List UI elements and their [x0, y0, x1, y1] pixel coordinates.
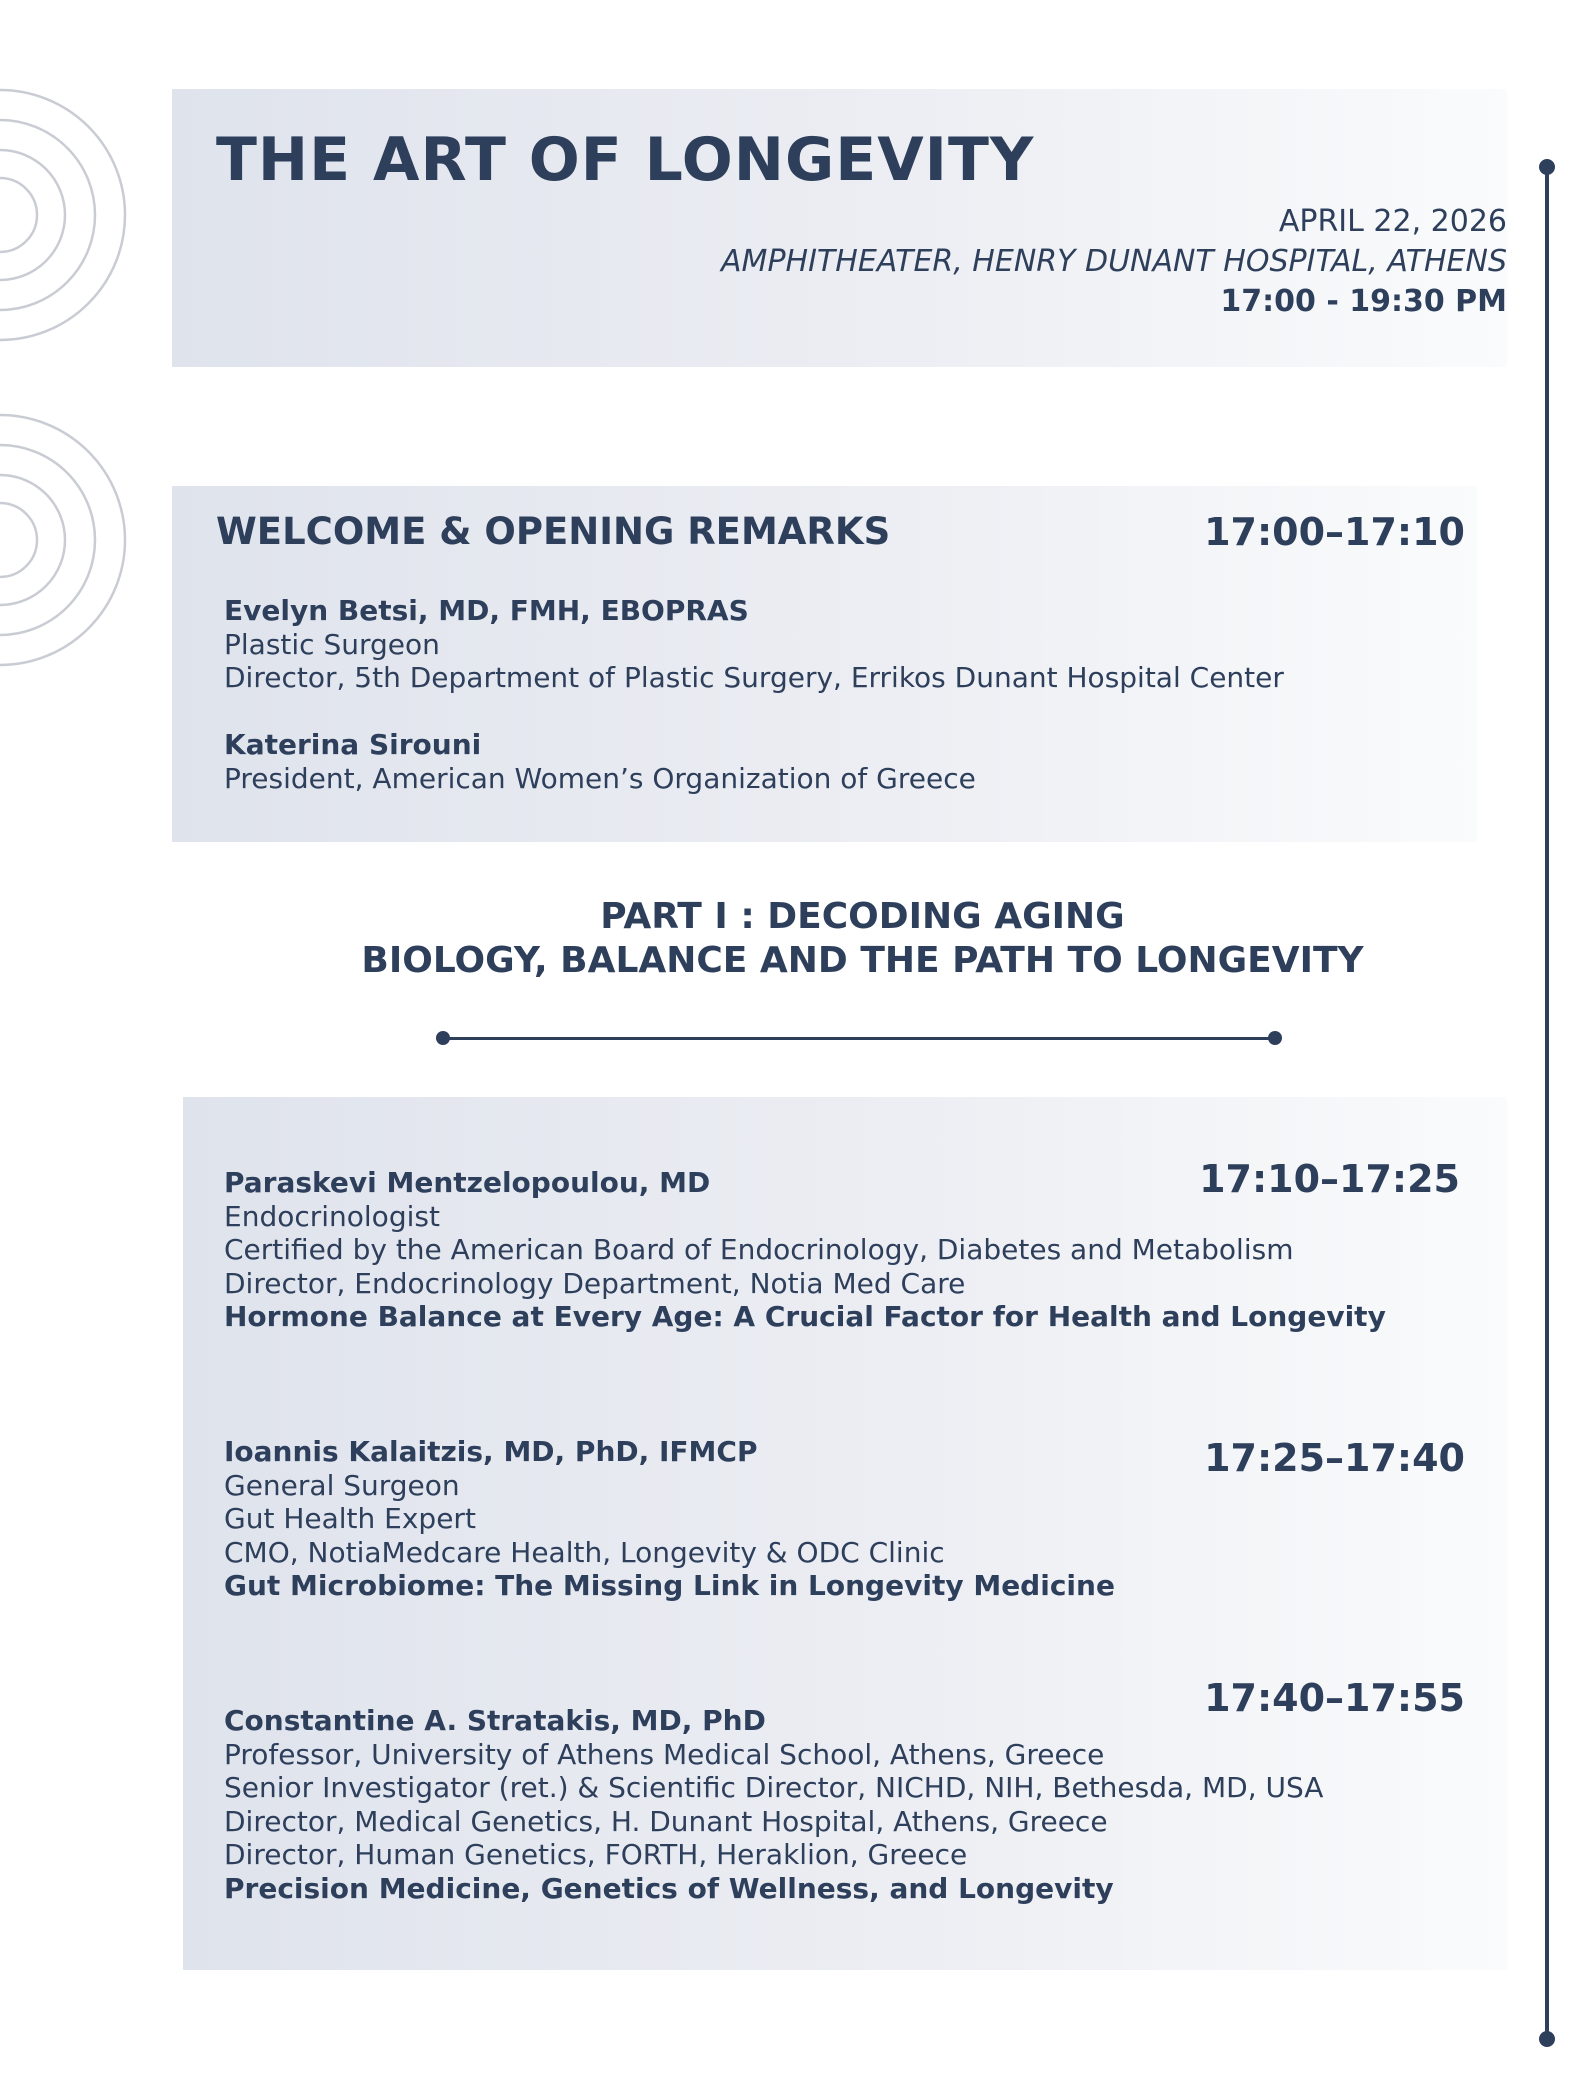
speaker-role: General Surgeon — [224, 1468, 460, 1502]
speaker-role: Gut Health Expert — [224, 1502, 476, 1535]
event-hours: 17:00 - 19:30 PM — [1220, 284, 1507, 319]
talk-2 — [224, 1435, 1115, 1603]
welcome-time: 17:00–17:10 — [1204, 510, 1465, 554]
event-venue: AMPHITHEATER, HENRY DUNANT HOSPITAL, ATHENS — [721, 244, 1507, 279]
event-date: APRIL 22, 2026 — [1278, 204, 1507, 239]
speaker-name: Constantine A. Stratakis, MD, PhD — [224, 1704, 766, 1737]
speaker-role: Senior Investigator (ret.) & Scientific Director, NICHD, NIH, Bethesda, MD, USA — [224, 1771, 1324, 1804]
part1-heading — [250, 895, 1475, 983]
talk-title: Precision Medicine, Genetics of Wellness, and Longevity — [224, 1871, 1114, 1905]
speaker-role: President, American Women’s Organization of Greece — [224, 761, 976, 795]
welcome-speaker-2 — [224, 728, 976, 795]
speaker-name: Ioannis Kalaitzis, MD, PhD, IFMCP — [224, 1435, 758, 1468]
speaker-role: CMO, NotiaMedcare Health, Longevity & ODC Clinic — [224, 1535, 945, 1569]
event-title: THE ART OF LONGEVITY — [216, 125, 1035, 195]
speaker-name: Katerina Sirouni — [224, 728, 482, 761]
speaker-role: Professor, University of Athens Medical School, Athens, Greece — [224, 1737, 1105, 1771]
talk-title: Hormone Balance at Every Age: A Crucial Factor for Health and Longevity — [224, 1300, 1386, 1333]
welcome-title: WELCOME & OPENING REMARKS — [216, 510, 891, 553]
speaker-name: Paraskevi Mentzelopoulou, MD — [224, 1166, 711, 1199]
speaker-role: Director, Endocrinology Department, Notia Med Care — [224, 1266, 966, 1300]
talk-1 — [224, 1166, 1386, 1334]
section-divider — [443, 1037, 1273, 1040]
talk-title: Gut Microbiome: The Missing Link in Longevity Medicine — [224, 1569, 1115, 1602]
timeline-bottom-dot — [1539, 2031, 1555, 2047]
part1-heading-line1: PART I : DECODING AGING — [600, 896, 1125, 937]
timeline-top-dot — [1539, 159, 1555, 175]
speaker-role: Plastic Surgeon — [224, 627, 440, 661]
speaker-role: Endocrinologist — [224, 1199, 440, 1233]
talk-time: 17:40–17:55 — [1204, 1676, 1465, 1720]
speaker-role: Director, 5th Department of Plastic Surgery, Errikos Dunant Hospital Center — [224, 661, 1284, 694]
talk-3 — [224, 1704, 1323, 1905]
divider-right-dot — [1268, 1031, 1282, 1045]
welcome-speaker-1 — [224, 594, 1284, 695]
talk-time: 17:25–17:40 — [1204, 1436, 1465, 1480]
concentric-rings-decoration — [0, 0, 140, 680]
talk-time: 17:10–17:25 — [1199, 1157, 1460, 1201]
speaker-role: Director, Medical Genetics, H. Dunant Hospital, Athens, Greece — [224, 1804, 1108, 1838]
divider-left-dot — [436, 1031, 450, 1045]
speaker-name: Evelyn Betsi, MD, FMH, EBOPRAS — [224, 594, 749, 627]
part1-heading-line2: BIOLOGY, BALANCE AND THE PATH TO LONGEVITY — [361, 940, 1364, 981]
speaker-role: Director, Human Genetics, FORTH, Heraklion, Greece — [224, 1838, 968, 1871]
speaker-role: Certified by the American Board of Endocrinology, Diabetes and Metabolism — [224, 1233, 1294, 1266]
timeline-vertical-line — [1545, 166, 1549, 2040]
